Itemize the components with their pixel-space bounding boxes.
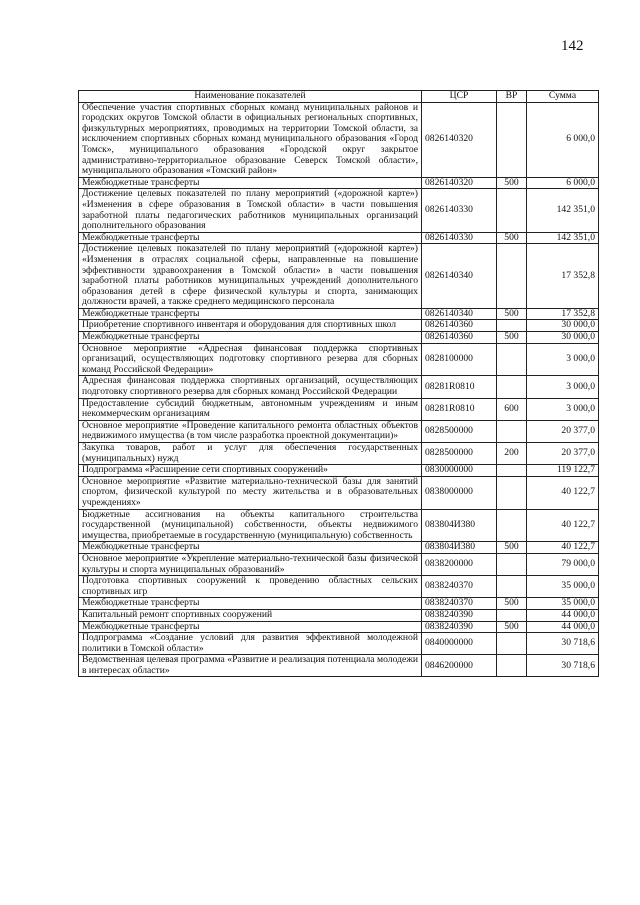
cell-sum: 40 122,7 [527, 509, 599, 542]
cell-vr [497, 576, 527, 598]
header-csr: ЦСР [422, 91, 497, 103]
cell-sum: 30 718,6 [527, 633, 599, 655]
cell-vr [497, 343, 527, 376]
cell-name: Адресная финансовая поддержка спортивных организаций, осуществляющих подготовку спортивного резерва для сборных команд Российской Федерации [79, 376, 422, 398]
table-header-row [79, 91, 599, 103]
cell-vr: 500 [497, 332, 527, 344]
cell-name: Бюджетные ассигнования на объекты капитального строительства государственной (муниципальной) собственности, объекты недвижимого имущества, приобретаемые в государственную (муниципальную) собственность [79, 509, 422, 542]
cell-vr: 600 [497, 398, 527, 420]
cell-csr: 0826140330 [422, 189, 497, 232]
table-row [79, 553, 599, 575]
cell-csr: 08281R0810 [422, 398, 497, 420]
cell-csr: 0826140330 [422, 232, 497, 244]
table-row [79, 476, 599, 509]
cell-sum: 3 000,0 [527, 343, 599, 376]
cell-csr: 0830000000 [422, 465, 497, 477]
table-row [79, 443, 599, 465]
cell-csr: 0826140340 [422, 244, 497, 309]
cell-csr: 0826140360 [422, 332, 497, 344]
table-row [79, 102, 599, 177]
cell-vr [497, 465, 527, 477]
cell-vr [497, 633, 527, 655]
cell-sum: 20 377,0 [527, 443, 599, 465]
cell-csr: 0838200000 [422, 553, 497, 575]
cell-name: Основное мероприятие «Укрепление материально-технической базы физической культуры и спорта муниципальных образований» [79, 553, 422, 575]
cell-csr: 0838240370 [422, 598, 497, 610]
page-number: 142 [561, 38, 584, 54]
cell-name: Предоставление субсидий бюджетным, автономным учреждениям и иным некоммерческим организациям [79, 398, 422, 420]
table-row [79, 420, 599, 442]
cell-sum: 3 000,0 [527, 376, 599, 398]
cell-vr: 200 [497, 443, 527, 465]
cell-name: Ведомственная целевая программа «Развитие и реализация потенциала молодежи в интересах области» [79, 655, 422, 677]
cell-vr: 500 [497, 177, 527, 189]
cell-vr [497, 609, 527, 621]
cell-name: Межбюджетные трансферты [79, 232, 422, 244]
cell-name: Обеспечение участия спортивных сборных команд муниципальных районов и городских округов Томской области в официальных региональных спортивных, физкультурных мероприятиях, проводимых на территории Томской области, за исключением спортивных сборных команд муниципального образования «Город Томск», муниципального образования «Городской округ закрытое административно-территориальное образование Северск Томской области», муниципального образования «Томский район» [79, 102, 422, 177]
cell-name: Межбюджетные трансферты [79, 598, 422, 610]
table-row [79, 542, 599, 554]
cell-sum: 44 000,0 [527, 621, 599, 633]
table-row [79, 576, 599, 598]
cell-vr: 500 [497, 542, 527, 554]
cell-name: Достижение целевых показателей по плану мероприятий («дорожной карте») «Изменения в отраслях социальной сферы, направленные на повышение эффективности здравоохранения в Томской области» в части повышения заработной платы работников муниципальных учреждений дополнительного образования детей в сфере физической культуры и спорта, занимающих должности врачей, а также среднего медицинского персонала [79, 244, 422, 309]
table-row [79, 633, 599, 655]
table-row [79, 320, 599, 332]
cell-sum: 30 000,0 [527, 320, 599, 332]
cell-vr [497, 320, 527, 332]
cell-name: Капитальный ремонт спортивных сооружений [79, 609, 422, 621]
table-row [79, 376, 599, 398]
cell-sum: 35 000,0 [527, 598, 599, 610]
cell-csr: 0838240390 [422, 609, 497, 621]
table-row [79, 509, 599, 542]
cell-sum: 17 352,8 [527, 308, 599, 320]
cell-sum: 30 718,6 [527, 655, 599, 677]
cell-name: Основное мероприятие «Развитие материально-технической базы для занятий спортом, физической культурой по месту жительства и в образовательных учреждениях» [79, 476, 422, 509]
table-row [79, 609, 599, 621]
header-vr: ВР [497, 91, 527, 103]
cell-sum: 40 122,7 [527, 476, 599, 509]
cell-sum: 119 122,7 [527, 465, 599, 477]
cell-csr: 0826140320 [422, 177, 497, 189]
cell-csr: 0828500000 [422, 443, 497, 465]
table-row [79, 343, 599, 376]
cell-vr [497, 655, 527, 677]
cell-vr [497, 244, 527, 309]
table-row [79, 398, 599, 420]
cell-vr: 500 [497, 621, 527, 633]
cell-csr: 0826140320 [422, 102, 497, 177]
cell-name: Межбюджетные трансферты [79, 308, 422, 320]
cell-sum: 6 000,0 [527, 177, 599, 189]
cell-sum: 40 122,7 [527, 542, 599, 554]
header-sum: Сумма [527, 91, 599, 103]
cell-csr: 0838240390 [422, 621, 497, 633]
cell-name: Подпрограмма «Расширение сети спортивных сооружений» [79, 465, 422, 477]
cell-csr: 0838240370 [422, 576, 497, 598]
cell-sum: 20 377,0 [527, 420, 599, 442]
cell-name: Достижение целевых показателей по плану мероприятий («дорожной карте») «Изменения в сфере образования в Томской области» в части повышения заработной платы педагогических работников муниципальных организаций дополнительного образования [79, 189, 422, 232]
cell-csr: 0828100000 [422, 343, 497, 376]
cell-sum: 142 351,0 [527, 189, 599, 232]
cell-vr: 500 [497, 232, 527, 244]
cell-name: Закупка товаров, работ и услуг для обеспечения государственных (муниципальных) нужд [79, 443, 422, 465]
cell-name: Подпрограмма «Создание условий для развития эффективной молодежной политики в Томской области» [79, 633, 422, 655]
table-row [79, 244, 599, 309]
cell-sum: 3 000,0 [527, 398, 599, 420]
cell-csr: 0840000000 [422, 633, 497, 655]
cell-sum: 142 351,0 [527, 232, 599, 244]
cell-vr [497, 102, 527, 177]
table-row [79, 465, 599, 477]
cell-csr: 0838000000 [422, 476, 497, 509]
cell-name: Межбюджетные трансферты [79, 177, 422, 189]
cell-sum: 79 000,0 [527, 553, 599, 575]
cell-sum: 35 000,0 [527, 576, 599, 598]
cell-name: Межбюджетные трансферты [79, 332, 422, 344]
cell-name: Основное мероприятие «Адресная финансовая поддержка спортивных организаций, осуществляющих подготовку спортивного резерва для сборных команд Российской Федерации» [79, 343, 422, 376]
table-row [79, 177, 599, 189]
cell-vr [497, 476, 527, 509]
cell-sum: 30 000,0 [527, 332, 599, 344]
cell-csr: 0846200000 [422, 655, 497, 677]
cell-sum: 44 000,0 [527, 609, 599, 621]
cell-name: Подготовка спортивных сооружений к проведению областных сельских спортивных игр [79, 576, 422, 598]
cell-vr [497, 189, 527, 232]
budget-table [78, 90, 599, 677]
table-row [79, 232, 599, 244]
cell-vr [497, 420, 527, 442]
header-name: Наименование показателей [79, 91, 422, 103]
cell-vr [497, 509, 527, 542]
table-row [79, 308, 599, 320]
table-row [79, 332, 599, 344]
cell-name: Приобретение спортивного инвентаря и оборудования для спортивных школ [79, 320, 422, 332]
cell-name: Межбюджетные трансферты [79, 621, 422, 633]
cell-csr: 083804И380 [422, 542, 497, 554]
table-row [79, 189, 599, 232]
cell-name: Межбюджетные трансферты [79, 542, 422, 554]
cell-csr: 083804И380 [422, 509, 497, 542]
cell-vr: 500 [497, 598, 527, 610]
cell-sum: 17 352,8 [527, 244, 599, 309]
cell-csr: 08281R0810 [422, 376, 497, 398]
table-row [79, 621, 599, 633]
cell-sum: 6 000,0 [527, 102, 599, 177]
cell-csr: 0826140340 [422, 308, 497, 320]
table-row [79, 598, 599, 610]
cell-name: Основное мероприятие «Проведение капитального ремонта областных объектов недвижимого имущества (в том числе разработка проектной документации)» [79, 420, 422, 442]
cell-csr: 0828500000 [422, 420, 497, 442]
cell-vr [497, 376, 527, 398]
cell-vr: 500 [497, 308, 527, 320]
cell-vr [497, 553, 527, 575]
cell-csr: 0826140360 [422, 320, 497, 332]
table-row [79, 655, 599, 677]
